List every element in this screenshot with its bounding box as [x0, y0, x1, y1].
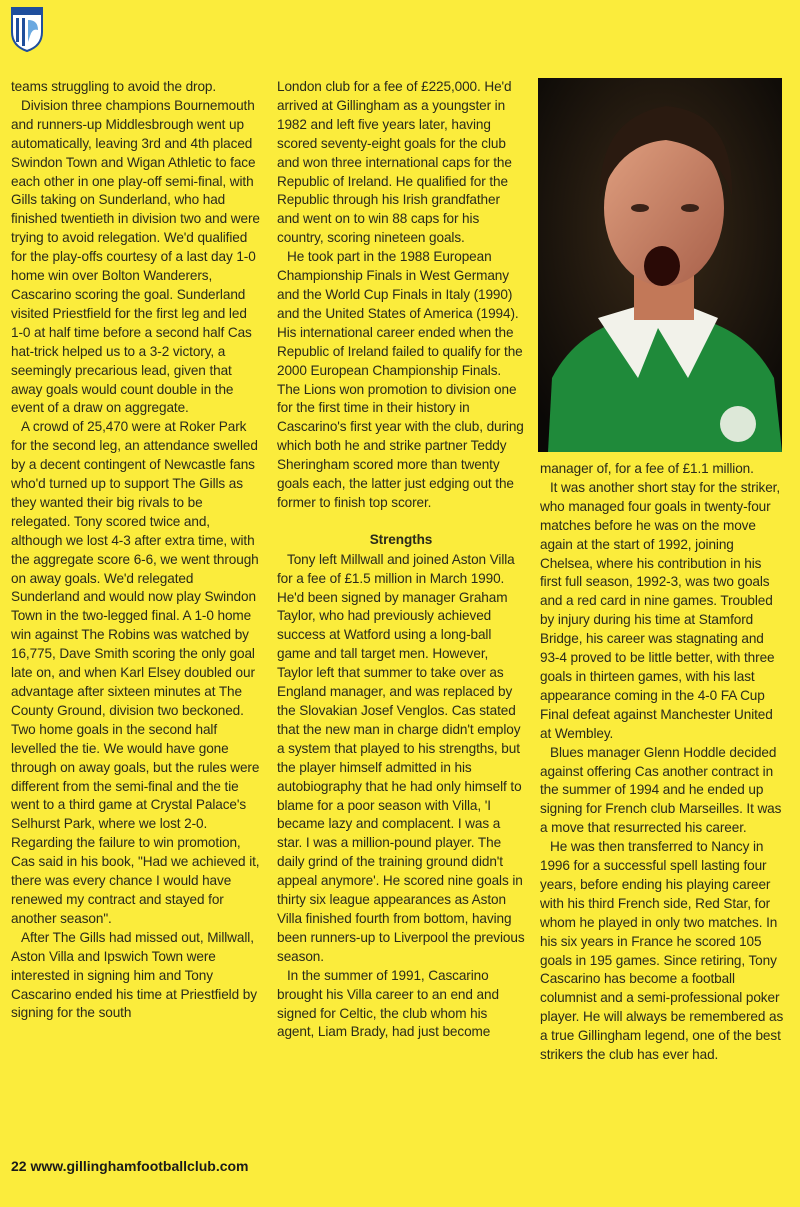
paragraph: teams struggling to avoid the drop.: [11, 79, 217, 94]
article-column-1: [11, 78, 261, 1023]
paragraph: London club for a fee of £225,000. He'd arrived at Gillingham as a youngster in 1982 and left five years later, having scored seventy-eight goals for the club and won three international caps for the Republic of Ireland. He qualified for the Republic through his Irish grandfather and went on to win 88 caps for his country, scoring nineteen goals.: [277, 79, 512, 246]
paragraph: Division three champions Bournemouth and runners-up Middlesbrough went up automatically, leaving 3rd and 4th placed Swindon Town and Wigan Athletic to face each other in one play-off semi-final, with Gills taking on Sunderland, who had finished twentieth in division two and were trying to avoid relegation. We'd qualified for the play-offs courtesy of a last day 1-0 home win over Bolton Wanderers, Cascarino scoring the goal. Sunderland visited Priestfield for the first leg and led 1-0 at half time before a second half Cas hat-trick helped us to a 3-2 victory, a seemingly precarious lead, given that away goals would count double in the event of a draw on aggregate.: [11, 97, 260, 416]
player-photo: [538, 78, 782, 452]
paragraph: He took part in the 1988 European Championship Finals in West Germany and the World Cup Finals in Italy (1990) and the United States of America (1994). His international career ended when the Republic of Ireland failed to qualify for the 2000 European Championship Finals. The Lions won promotion to division one for the first time in their history in Cascarino's first year with the club, during which both he and strike partner Teddy Sheringham scored more than twenty goals each, the latter just edging out the former to finish top scorer.: [277, 249, 524, 510]
paragraph: manager of, for a fee of £1.1 million.: [540, 461, 754, 476]
paragraph: Blues manager Glenn Hoddle decided against offering Cas another contract in the summer of 1994 and he ended up signing for French club Marseilles. It was a move that resurrected his career.: [540, 744, 782, 836]
paragraph: He was then transferred to Nancy in 1996 for a successful spell lasting four years, before ending his playing career with his third French side, Red Star, for whom he played in only two matches. In his six years in France he scored 105 goals in 195 games. Since retiring, Tony Cascarino has become a football columnist and a semi-professional poker player. He will always be remembered as a true Gillingham legend, one of the best strikers the club has ever had.: [540, 839, 784, 1063]
paragraph: Tony left Millwall and joined Aston Villa for a fee of £1.5 million in March 1990. He'd been signed by manager Graham Taylor, who had previously achieved success at Watford using a long-ball game and tall target men. However, Taylor left that summer to take over as England manager, and was replaced by the Slovakian Josef Venglos. Cas stated that the new man in charge didn't employ a system that played to his strengths, but the player himself admitted in his autobiography that he had only himself to blame for a poor season with Villa, 'I became lazy and complacent. I was a star. I was a million-pound player. The daily grind of the training ground didn't appeal anymore'. He scored nine goals in thirty six league appearances as Aston Villa finished fourth from bottom, having been runners-up to Liverpool the previous season.: [277, 551, 525, 964]
article-column-2: [277, 78, 525, 1042]
club-website-url[interactable]: www.gillinghamfootballclub.com: [30, 1158, 249, 1174]
article-column-3: [540, 460, 784, 1065]
paragraph: A crowd of 25,470 were at Roker Park for the second leg, an attendance swelled by a decent contingent of Newcastle fans who'd turned up to support The Gills as they wanted their big rivals to be relegated. Tony scored twice and, although we lost 4-3 after extra time, with the aggregate score 6-6, we went through on away goals. We'd relegated Sunderland and would now play Swindon Town in the two-legged final. A 1-0 home win against The Robins was watched by 16,775, Dave Smith scoring the only goal late on, and when Karl Elsey doubled our advantage after sixteen minutes at The County Ground, division two beckoned. Two home goals in the second half levelled the tie. We would have gone through on away goals, but the rules were different from the semi-final and the tie went to a third game at Crystal Palace's Selhurst Park, where we lost 2-0. Regarding the failure to win promotion, Cas said in his book, "Had we achieved it, there was every chance I would have renewed my contract and stayed for another season".: [11, 419, 260, 926]
page-footer: [11, 1158, 249, 1174]
section-subheading: Strengths: [369, 531, 433, 547]
paragraph: In the summer of 1991, Cascarino brought his Villa career to an end and signed for Celtic, the club whom his agent, Liam Brady, had just become: [277, 967, 499, 1040]
club-crest-icon: [10, 6, 44, 52]
page-number: 22: [11, 1158, 27, 1174]
paragraph: After The Gills had missed out, Millwall, Aston Villa and Ipswich Town were interested in signing him and Tony Cascarino ended his time at Priestfield by signing for the south: [11, 929, 257, 1021]
paragraph: It was another short stay for the striker, who managed four goals in twenty-four matches before he was on the move again at the start of 1992, joining Chelsea, where his contribution in his first full season, 1992-3, was two goals and a red card in nine games. Troubled by injury during his time at Stamford Bridge, his career was stagnating and 93-4 proved to be little better, with three goals in thirteen games, with his last appearance coming in the 4-0 FA Cup Final defeat against Manchester United at Wembley.: [540, 479, 781, 741]
